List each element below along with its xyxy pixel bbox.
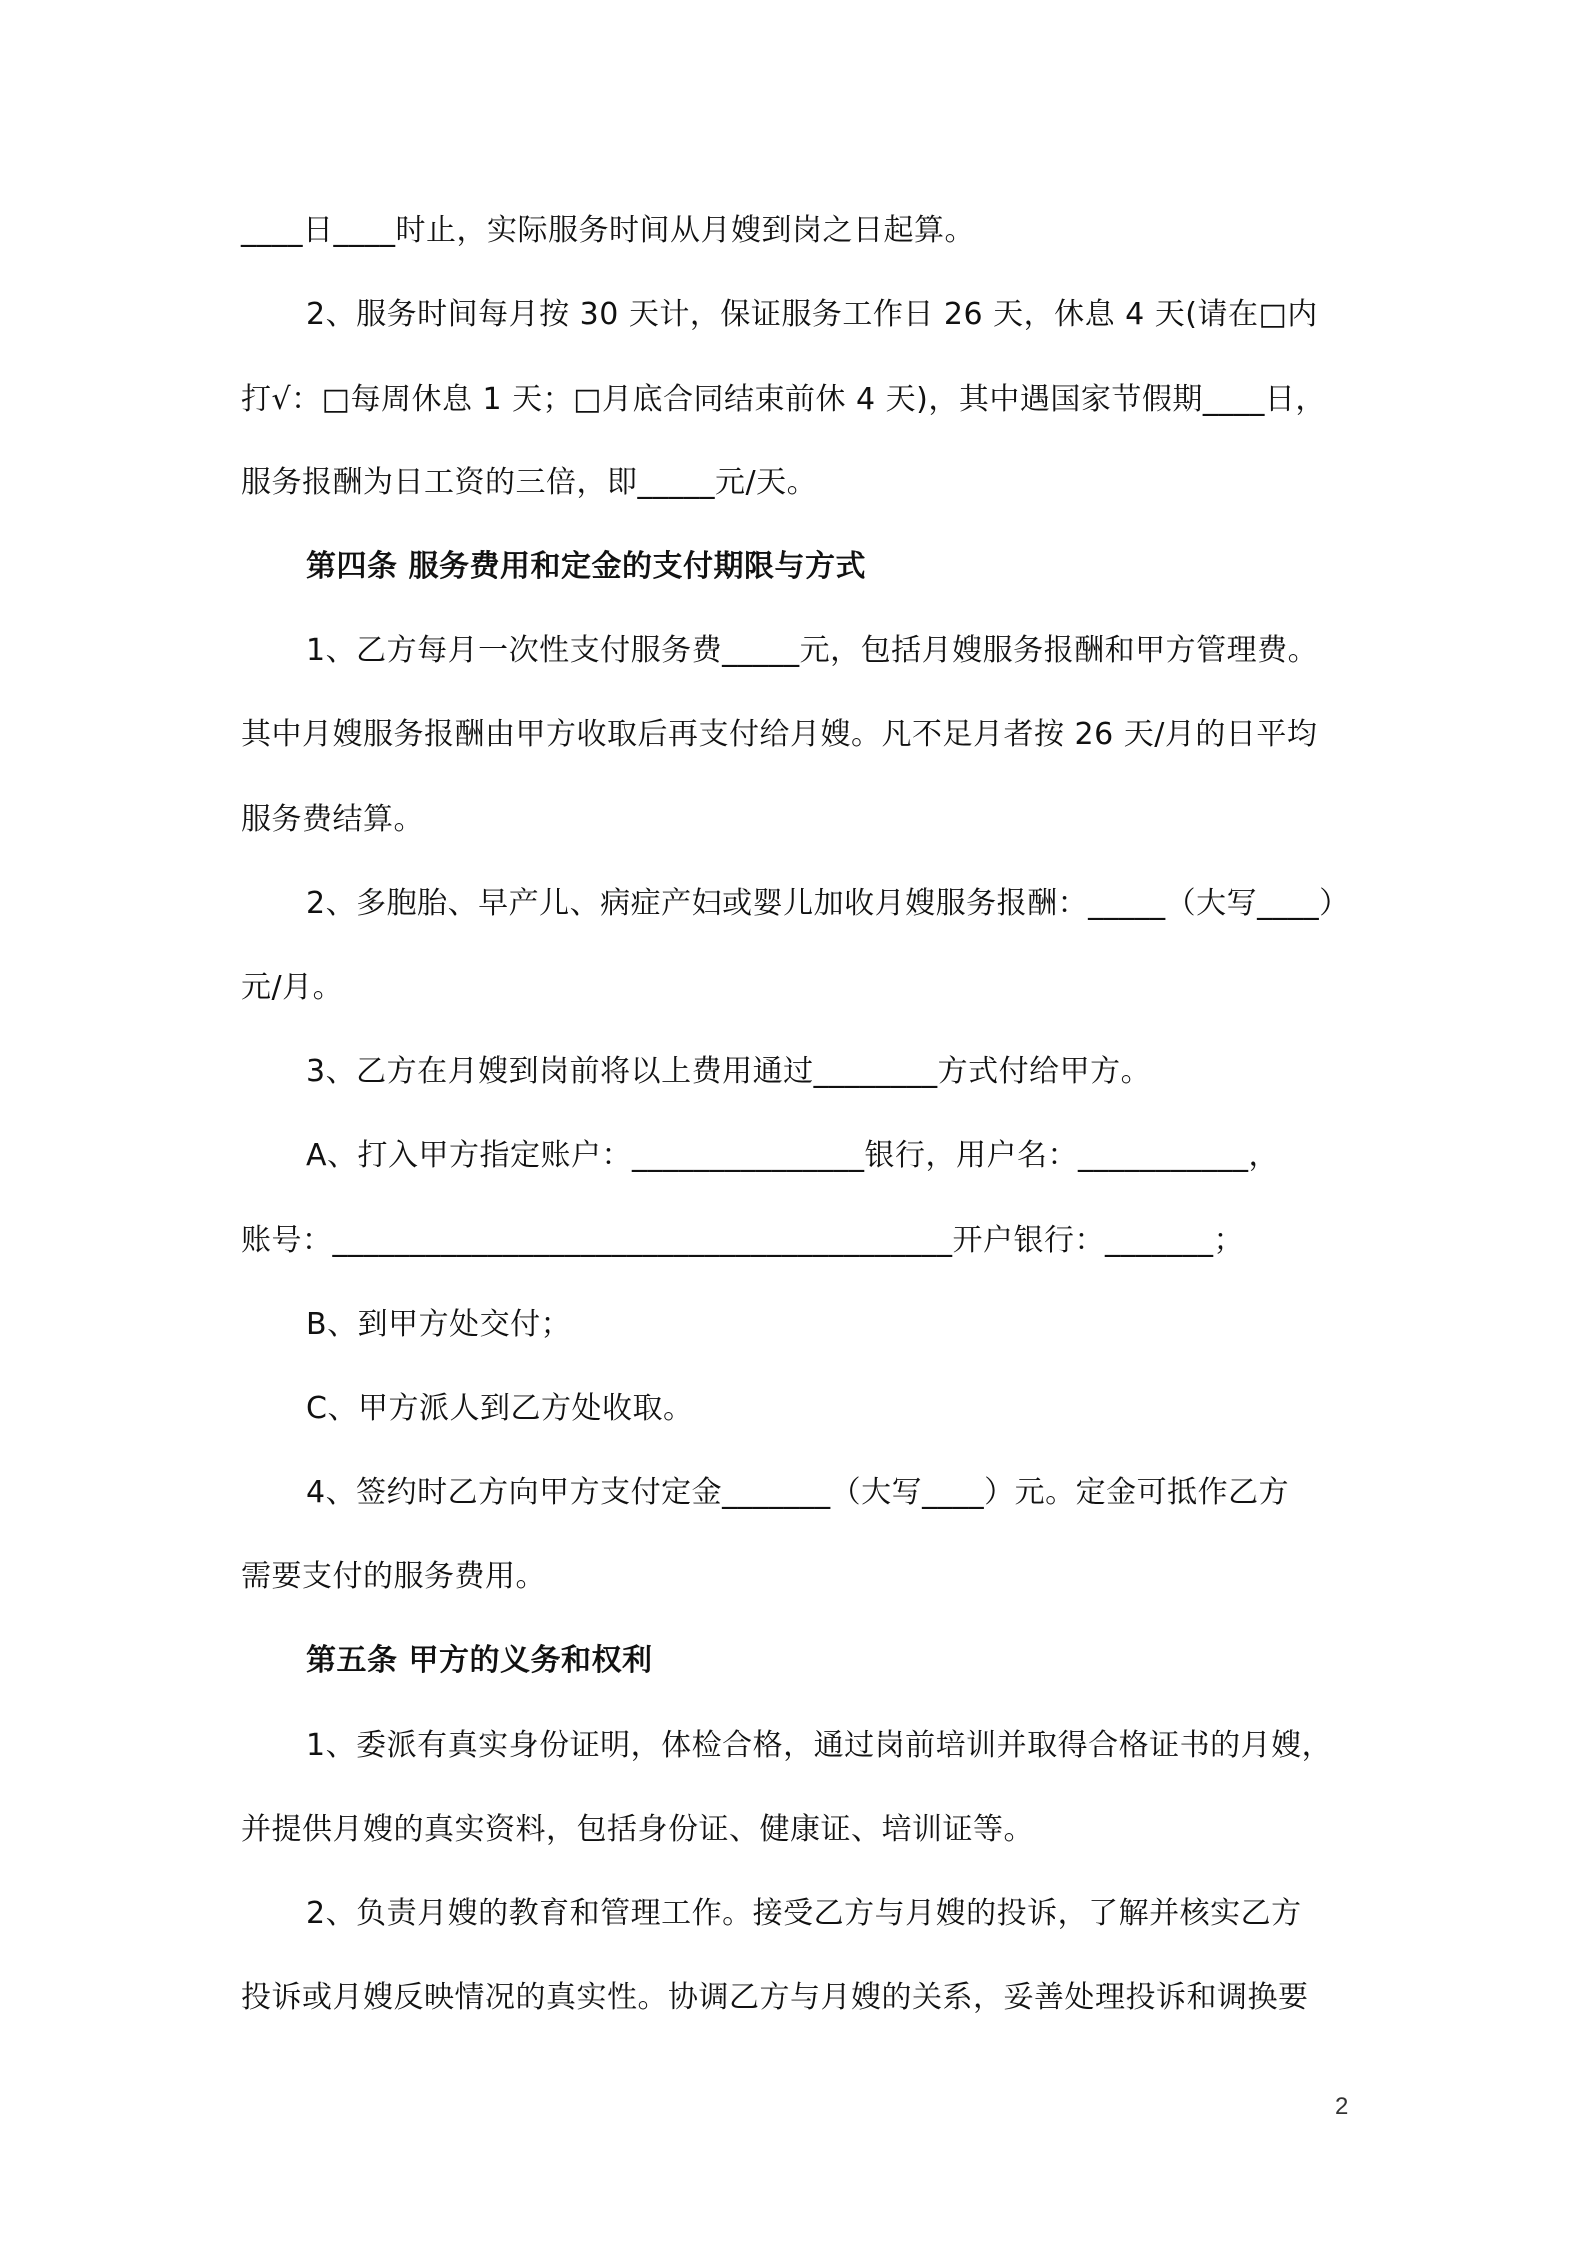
payment-option-b: B、到甲方处交付； [306, 1307, 572, 1342]
article-4-item-1-line-2: 其中月嫂服务报酬由甲方收取后再支付给月嫂。凡不足月者按 26 天/月的日平均 [241, 717, 1318, 752]
article-5-item-2-line-1: 2、负责月嫂的教育和管理工作。接受乙方与月嫂的投诉，了解并核实乙方 [306, 1896, 1302, 1931]
article-4-heading: 第四条 服务费用和定金的支付期限与方式 [306, 549, 866, 584]
article-4-item-1-line-3: 服务费结算。 [241, 802, 424, 837]
clause-3-item-2-line-1: 2、服务时间每月按 30 天计，保证服务工作日 26 天，休息 4 天(请在□内 [306, 297, 1318, 332]
page-number: 2 [1335, 2093, 1349, 2120]
payment-option-a-line-2: 账号：________________________________________开户银行：_______； [241, 1223, 1244, 1258]
payment-option-a-line-1: A、打入甲方指定账户：_______________银行，用户名：___________， [306, 1138, 1280, 1173]
article-5-item-1-line-1: 1、委派有真实身份证明，体检合格，通过岗前培训并取得合格证书的月嫂， [306, 1728, 1333, 1763]
article-4-item-2-line-1: 2、多胞胎、早产儿、病症产妇或婴儿加收月嫂服务报酬：_____（大写____） [306, 886, 1350, 921]
clause-3-item-2-line-2: 打√：□每周休息 1 天；□月底合同结束前休 4 天)，其中遇国家节假期____日， [241, 382, 1326, 417]
article-5-heading: 第五条 甲方的义务和权利 [306, 1643, 653, 1678]
article-4-item-2-line-2: 元/月。 [241, 970, 344, 1005]
article-4-item-4-line-2: 需要支付的服务费用。 [241, 1559, 546, 1594]
article-4-item-1-line-1: 1、乙方每月一次性支付服务费_____元，包括月嫂服务报酬和甲方管理费。 [306, 633, 1319, 668]
article-5-item-1-line-2: 并提供月嫂的真实资料，包括身份证、健康证、培训证等。 [241, 1812, 1034, 1847]
article-4-item-4-line-1: 4、签约时乙方向甲方支付定金_______（大写____）元。定金可抵作乙方 [306, 1475, 1290, 1510]
continuation-line-service-end-time: ____日____时止，实际服务时间从月嫂到岗之日起算。 [241, 213, 975, 248]
payment-option-c: C、甲方派人到乙方处收取。 [306, 1391, 694, 1426]
clause-3-item-2-line-3: 服务报酬为日工资的三倍，即_____元/天。 [241, 465, 818, 500]
article-4-item-3: 3、乙方在月嫂到岗前将以上费用通过________方式付给甲方。 [306, 1054, 1152, 1089]
article-5-item-2-line-2: 投诉或月嫂反映情况的真实性。协调乙方与月嫂的关系，妥善处理投诉和调换要 [241, 1980, 1309, 2015]
